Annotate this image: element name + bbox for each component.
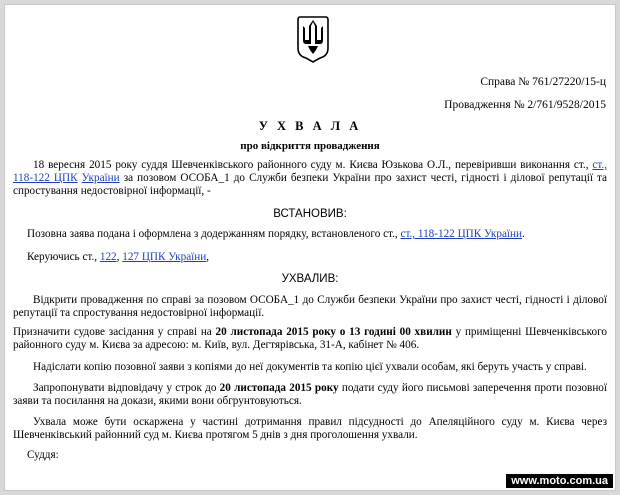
site-watermark: www.moto.com.ua <box>506 474 613 488</box>
cpc-articles-link[interactable]: ст., 118-122 ЦПК <box>13 159 607 184</box>
resolved-heading: УХВАЛИВ: <box>281 273 339 285</box>
document-subtitle: про відкриття провадження <box>240 140 380 152</box>
proceeding-number: Провадження № 2/761/9528/2015 <box>444 99 606 111</box>
resolved-open-paragraph: Відкрити провадження по справі за позовом ОСОБА_1 до Служби безпеки України про захист честі, гідності і ділової репутації та спростування недостовірної інформації. <box>13 294 607 319</box>
cpc-articles-link-2[interactable]: ст., 118-122 ЦПК України <box>400 228 523 240</box>
hearing-paragraph: Призначити судове засідання у справі на 20 листопада 2015 року о 13 годині 00 хвилин у приміщенні Шевченківського районного суду м. Києва за адресою: м. Київ, вул. Дегтярівська, 31-А, кабінет № 406. <box>13 326 608 351</box>
appeal-paragraph: Ухвала може бути оскаржена у частині дотримання правил підсудності до Апеляційного суду м. Києва через Шевченківський районний суд м. Києва протягом 5 днів з дня проголошення ухвали. <box>13 416 607 441</box>
established-heading: ВСТАНОВИВ: <box>273 208 347 220</box>
article-122-link[interactable]: 122 <box>99 251 117 263</box>
send-copy-paragraph: Надіслати копію позовної заяви з копіями до неї документів та копію цієї ухвали особам, які беруть участь у справі. <box>33 361 587 373</box>
intro-date: 18 вересня 2015 року <box>33 159 138 171</box>
ukraine-link[interactable]: України <box>81 172 120 184</box>
offer-paragraph: Запропонувати відповідачу у строк до 20 листопада 2015 року подати суду його письмові заперечення проти позовної заяви та посилання на докази, якими вони обгрунтовуються. <box>13 382 608 407</box>
case-number: Справа № 761/27220/15-ц <box>480 76 606 88</box>
hearing-date: 20 листопада 2015 року о 13 годині 00 хвилин <box>215 326 452 338</box>
established-paragraph: Позовна заява подана і оформлена з додержанням порядку, встановленого ст., ст., 118-122 ЦПК України. <box>27 228 525 240</box>
document-title: У Х В А Л А <box>258 119 362 133</box>
article-127-link[interactable]: 127 ЦПК України <box>122 251 207 263</box>
judge-signature-label: Суддя: <box>27 449 59 461</box>
offer-deadline: 20 листопада 2015 року <box>219 382 339 394</box>
intro-paragraph: 18 вересня 2015 року суддя Шевченківського районного суду м. Києва Юзькова О.Л., перевіривши виконання ст., ст., 118-122 ЦПК України за позовом ОСОБА_1 до Служби безпеки України про захист честі, гідності і ділової репутації та спростування недостовірної інформації, - <box>13 159 608 197</box>
guided-paragraph: Керуючись ст., 122, 127 ЦПК України, <box>27 251 210 263</box>
document-page <box>4 4 616 491</box>
trident-emblem-icon <box>296 14 330 64</box>
